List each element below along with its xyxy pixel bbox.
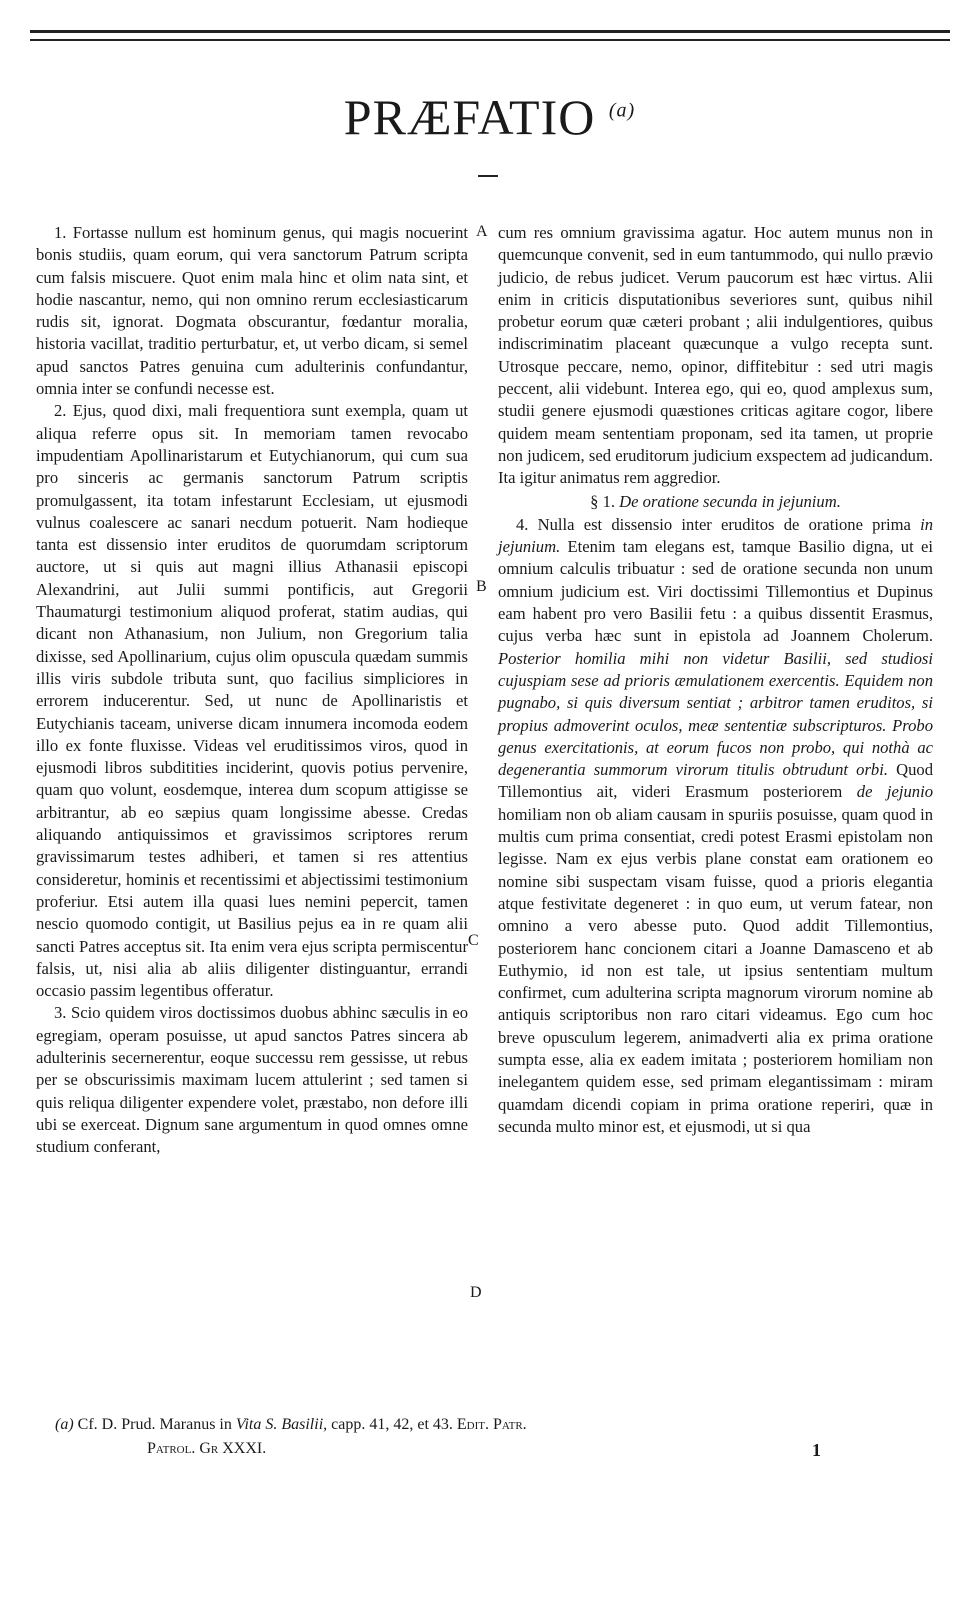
paragraph-4-text-a: 4. Nulla est dissensio inter eruditos de oratione prima (516, 514, 921, 534)
paragraph-1: 1. Fortasse nullum est hominum genus, qui magis nocuerint bonis studiis, quam eorum, qui vera sanctorum Patrum scripta cum falsis miscuere. Quot enim mala hinc et olim nata sint, et hodie nascantur, nemo, qui non omnino rerum ecclesiasticarum rudis sit, ignorat. Dogmata obscurantur, fœdantur moralia, historia vacillat, traditio perturbatur, et, ut verbo dicam, si semel apud sanctos Patres genuina cum adulterinis confundantur, omnia inter se confundi necesse est. (36, 223, 468, 399)
top-rule (30, 30, 950, 41)
title-dash (478, 175, 498, 177)
footnote-line-2: Patrol. Gr XXXI. (147, 1440, 267, 1457)
paragraph-4-italic-3: de jejunio (856, 782, 933, 802)
left-column (36, 222, 468, 1158)
page-title (0, 88, 979, 146)
paragraph-3: 3. Scio quidem viros doctissimos duobus abhinc sæculis in eo egregiam, operam posuisse, ut apud sanctos Patres sincera ab adulterinis secernerentur, eoque successu rem gessisse, ut rebus per se obscurissimis maximam lucem attulerint ; sed tamen si quis reliqua diligenter expendere volet, præstabo, non defore illi ubi se exerceat. Dignum sane argumentum in quod omnes omne studium conferant, (36, 1003, 468, 1157)
paragraph-4 (498, 514, 933, 1138)
paragraph-4-text-b: Etenim tam elegans est, tamque Basilio digna, ut ei omnium calculis tribuatur : sed de oratione secunda non unum omnium judicium est. Viri doctissimi Tillemontius et Dupinus eam habent pro vero Basilii fetu : a quibus dissentit Erasmus, cujus verba hæc sunt in epistola ad Joannem Cholerum. (498, 537, 933, 646)
footnote-edit: Edit. Patr. (456, 1416, 527, 1433)
section-title: De oratione secunda in jejunium. (619, 491, 841, 511)
right-column (498, 222, 933, 1138)
title-footnote-mark: (a) (608, 99, 636, 122)
erasmus-quote: Posterior homilia mihi non videtur Basilii, sed studiosi cujuspiam sese ad prioris æmulationem exercentis. Equidem non pugnabo, si quis diversum sentiat ; arbitror tamen eruditos, si propius admoverint oculos, meæ sententiæ subscripturos. Probo genus exercitationis, at eorum fucos non probo, qui nothà ac degenerantia summorum virorum titulis obtrudunt orbi. (498, 648, 933, 780)
footnote-text-b: capp. 41, 42, et 43. (327, 1416, 457, 1433)
page-number: 1 (812, 1440, 821, 1460)
margin-marker-a: A (476, 223, 488, 240)
footnote-mark: (a) (55, 1416, 74, 1433)
paragraph-4-text-c: Quod Tillemontius ait, videri Erasmum posteriorem (498, 760, 933, 802)
section-number: § 1. (590, 491, 616, 511)
paragraph-4-italic-1: in jejunium. (498, 514, 933, 557)
footnote (55, 1413, 527, 1461)
paragraph-2: 2. Ejus, quod dixi, mali frequentiora sunt exempla, quam ut aliqua referre opus sit. In memoriam tamen revocabo impudentiam Apollinaristarum et Eutychianorum, qui cum sua pro sinceris ac germanis sanctorum Patrum scriptis promulgassent, ita totam infestarunt Ecclesiam, ut ejusmodi vulnus coalescere ac sanari necdum potuerit. Nam hodieque tanta est dissensio inter eruditos de quorumdam scriptorum auctore, ut si quis aut magni illius Athanasii episcopi Alexandrini, aut Julii summi pontificis, aut Gregorii Thaumaturgi testimonium aliquod proferat, statim audias, qui dicant non Athanasium, non Julium, non Gregorium talia dixisse, sed Apollinarium, cujus olim opuscula quædam summis illis viris subdole tributa sunt, quo facilius simpliciores in errorem inducerentur. Sed, ut nunc de Apollinaristis et Eutychianis taceam, universe dicam innumera incomoda eodem illo ex fonte fluxisse. Videas vel eruditissimos viros, quod in ejusmodi libros subditities inciderint, quovis potius pervenire, quam quo volunt, eosdemque, interea dum scopum attigisse se arbitrantur, ab eo sæpius quam longissime abesse. Credas aliquando antiquissimos et gravissimos scriptores rerum gravissimarum testes adhiberi, et tamen si res attentius consideretur, hominis et recentissimi et abjectissimi testimonium proferiur. Etsi autem illa quasi lues nemini pepercit, tamen nescio quomodo contigit, ut Basilius pejus ea in re quam alii sancti Patres acceptus sit. Ita enim vera ejus scripta permiscentur falsis, ut, nisi alia ab aliis diligenter distinguantur, errandi occasio passim legentibus offeratur. (36, 401, 468, 1001)
footnote-line-1 (55, 1413, 527, 1437)
paragraph-4-text-d: homiliam non ob aliam causam in spuriis posuisse, quam quod in multis cum prima consentiat, credi potest Erasmi epistolam non legisse. Nam ex ejus verbis plane constat eam orationem eo nomine sibi suspectam visam fuisse, quod a prioris elegantia atque festivitate degeneret : in quo eum, ut verum fatear, non omnino a vero abesse puto. Quod addit Tillemontius, posteriorem hanc concionem citari a Joanne Damasceno et ab Euthymio, id non est tale, ut ipsius sententiam multum confirmet, cum adulterina scripta magnorum virorum nomine ab antiquis scriptoribus non raro citari videamus. Ego cum hoc breve opusculum legerem, animadverti alia ex prima oratione sumpta esse, alia ex eadem imitata ; posteriorem homiliam non inelegantem quidem esse, sed primam elegantissimam : miram quamdam dicendi copiam in prima oratione reperiri, quæ in secunda multo minor est, et ejusmodi, ut si qua (498, 804, 933, 1136)
margin-marker-d: D (470, 1284, 482, 1301)
margin-marker-c: C (468, 932, 479, 949)
footnote-text-a: Cf. D. Prud. Maranus in (73, 1416, 236, 1433)
title-text: PRÆFATIO (343, 89, 596, 145)
footnote-italic: Vita S. Basilii, (235, 1416, 328, 1433)
section-heading (498, 491, 933, 513)
margin-marker-b: B (476, 578, 487, 595)
paragraph-continuation: cum res omnium gravissima agatur. Hoc autem munus non in quemcunque convenit, sed in eum tantummodo, qui nullo prævio judicio, de rebus judicet. Verum paucorum est hæc virtus. Alii enim in criticis disputationibus severiores sunt, quibus nihil probetur eorum quæ cæteri probant ; alii indulgentiores, quibus indiscriminatim placeant quæcunque a vulgo recepta sunt. Utrosque peccare, nemo, opinor, diffitebitur : sed utri magis peccent, alii videbunt. Interea ego, qui eo, quod amplexus sum, studii genere ejusmodi quæstiones criticas agitare cogor, libere quidem meam sententiam proponam, sed ita tamen, ut proprie non judicem, sed eruditorum judicium exspectem ad judicandum. Ita igitur animatus rem aggredior. (498, 223, 933, 488)
